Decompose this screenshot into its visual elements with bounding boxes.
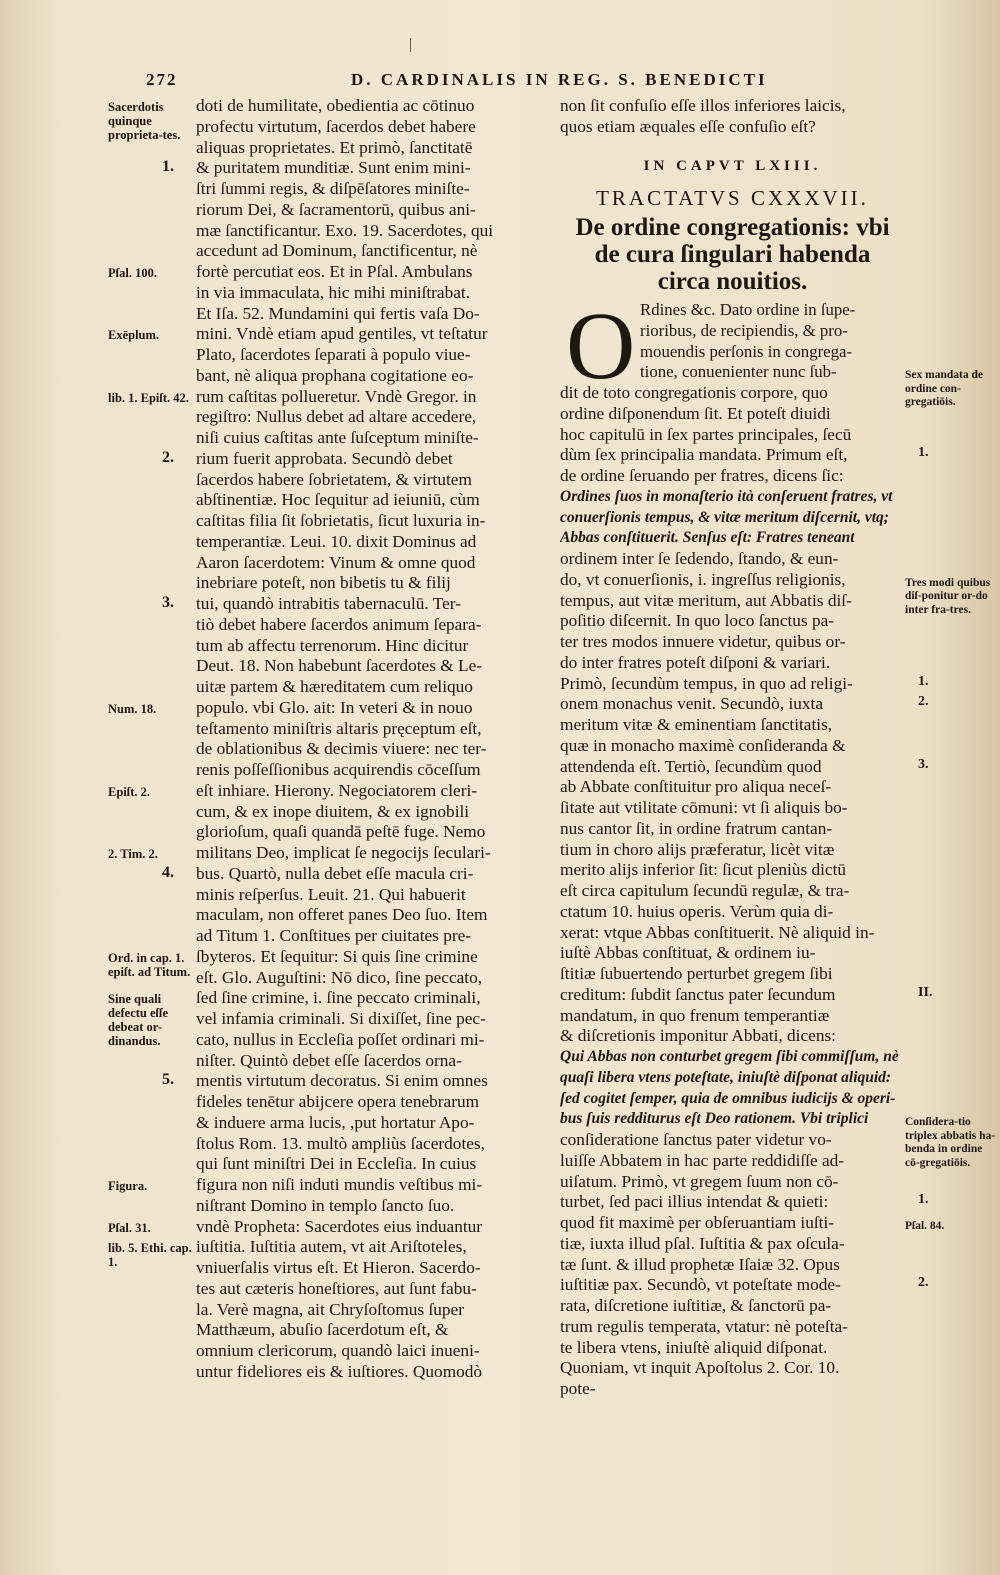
left-column-line: glorioſum, quaſi quandā peſtē fuge. Nemo: [196, 822, 486, 842]
left-margin-note: 2. Tim. 2.: [108, 847, 158, 861]
right-column-line: eſt circa capitulum ſecundū regulæ, & tra-: [560, 881, 850, 900]
left-enumeration-number: 3.: [162, 594, 174, 611]
left-column-line: caſtitas filia ſit ſobrietatis, ſicut luxuria in-: [196, 511, 486, 530]
left-column-line: ſacerdos habere ſobrietatem, & virtutem: [196, 469, 472, 489]
right-column-line: onem monachus venit. Secundò, iuxta: [560, 694, 824, 714]
right-column-line: tempus, aut vitæ meritum, aut Abbatis diſ-: [560, 590, 852, 610]
left-column-line: maculam, non offeret panes Deo ſuo. Item: [196, 905, 488, 925]
right-column-line: conuerſionis tempus, & vitæ meritum diſcernit, vtq;: [560, 508, 889, 526]
right-margin-note: Sex mandata de ordine con-gregatiōis.: [905, 369, 983, 408]
right-column-line: Quoniam, vt inquit Apoſtolus 2. Cor. 10.: [560, 1358, 840, 1378]
right-column-line: rata, diſcretione iuſtitiæ, & ſanctorū pa-: [560, 1296, 832, 1315]
right-column-line: trum regulis temperata, vtatur: nè poteſta-: [560, 1316, 848, 1336]
left-column-line: omnium clericorum, quandò laici inueni-: [196, 1341, 480, 1360]
right-column-line: poſitio diſcernit. In quo loco ſanctus pa-: [560, 611, 835, 631]
right-margin-note: Tres modi quibus diſ-ponitur or-do inter fra-tres.: [905, 576, 991, 616]
left-column-line: fortè percutiat eos. Et in Pſal. Ambulans: [196, 262, 473, 281]
left-column-line: mentis virtutum decoratus. Si enim omnes: [196, 1071, 488, 1091]
left-column-line: Plato, ſacerdotes ſeparati à populo viue-: [196, 345, 471, 364]
right-column-line: turbet, ſed paci illius intendat & quieti:: [560, 1192, 829, 1212]
right-column-line: tiæ, iuxta illud pſal. Iuſtitia & pax oſcula-: [560, 1233, 845, 1253]
right-opening-line: rioribus, de recipiendis, & pro-: [640, 320, 848, 340]
right-enumeration-number: 2.: [918, 1275, 929, 1291]
left-column-line: bant, nè aliqua prophana cogitatione eo-: [196, 365, 474, 385]
left-column-line: renis poſſeſſionibus acquirendis cōceſſum: [196, 760, 481, 779]
right-column-line: creditum: ſubdit ſanctus pater ſecundum: [560, 984, 836, 1004]
running-title: D. CARDINALIS IN REG. S. BENEDICTI: [351, 70, 768, 89]
right-column-top: [560, 96, 905, 138]
right-column-line: Abbas conſtituerit. Senſus eſt: Fratres teneant: [560, 529, 855, 547]
tractatus-heading: TRACTATVS CXXXVII.: [596, 186, 869, 210]
left-column-line: ſtri ſummi regis, & diſpēſatores miniſte-: [196, 179, 470, 198]
right-opening-line: tione, conuenienter nunc ſub-: [640, 362, 837, 382]
left-column-line: accedunt ad Dominum, ſanctificentur, nè: [196, 241, 478, 261]
right-opening-line: mouendis perſonis in congrega-: [640, 341, 853, 361]
left-column-line: cum, & ex inope diuitem, & ex ignobili: [196, 801, 470, 821]
right-column-line: ordine diſponendum ſit. Et poteſt diuidi: [560, 403, 831, 423]
left-column-line: profectu virtutum, ſacerdos debet habere: [196, 116, 476, 136]
left-margin-note: Pſal. 31.: [108, 1220, 151, 1235]
right-column-line: ctatum 10. huius operis. Verùm quia di-: [560, 901, 834, 921]
left-column-line: de oblationibus & decimis viuere: nec ter-: [196, 739, 487, 759]
left-enumeration-number: 5.: [162, 1071, 174, 1089]
right-column-line: xerat: vtque Abbas conſtituerit. Nè aliquid in-: [560, 922, 875, 942]
left-column-line: militans Deo, implicat ſe negocijs ſeculari-: [196, 843, 491, 862]
left-margin-note: Epiſt. 2.: [108, 784, 151, 799]
left-column-line: tiò debet habere ſacerdos animum ſepara-: [196, 614, 482, 634]
right-column-line: Qui Abbas non conturbet gregem ſibi commiſſum, nè: [560, 1048, 899, 1065]
right-column-line: dùm ſex principalia mandata. Primum eſt,: [560, 445, 848, 465]
right-column-line: do inter fratres poteſt diſponi & variari.: [560, 652, 831, 672]
right-column-line: te libera vtens, iniuſtè aliquid diſponat.: [560, 1337, 828, 1357]
left-column-line: in via immaculata, hic mihi miniſtrabat.: [196, 282, 471, 302]
left-column-line: abſtinentiæ. Hoc ſequitur ad ieiuniū, cùm: [196, 490, 480, 510]
right-column-line: quod fit maximè per obſeruantiam iuſti-: [560, 1213, 835, 1232]
left-column-line: mini. Vndè etiam apud gentiles, vt teſtatur: [196, 324, 488, 344]
page-header: [146, 70, 996, 96]
right-top-line: quos etiam æquales eſſe confuſio eſt?: [560, 116, 816, 136]
right-column-line: ter tres modos innuere videtur, quibus or-: [560, 632, 846, 651]
left-column-line: ſed ſine crimine, i. ſine peccato criminali,: [196, 988, 481, 1008]
left-margin-note: lib. 1. Epiſt. 42.: [108, 390, 189, 405]
left-column-line: riorum Dei, & ſacramentorū, quibus ani-: [196, 199, 476, 219]
right-column-line: bus ſuis redditurus eſt Deo rationem. Vbi triplici: [560, 1110, 869, 1128]
left-column-line: Deut. 18. Non habebunt ſacerdotes & Le-: [196, 656, 483, 676]
left-enumeration-number: 2.: [162, 448, 174, 466]
left-column-line: fideles tenētur abijcere opera tenebrarum: [196, 1092, 480, 1111]
left-margin-note: Sacerdotis quinque proprieta-tes.: [108, 100, 181, 142]
chapter-title-line: De ordine congregationis: vbi: [575, 214, 890, 241]
left-column-line: untur fideliores eis & iuſtiores. Quomodò: [196, 1361, 483, 1381]
left-column-line: la. Verè magna, ait Chryſoſtomus ſuper: [196, 1299, 464, 1319]
right-margin-note: Conſidera-tio triplex abbatis ha-benda in ordine cō-gregatiōis.: [905, 1116, 996, 1169]
right-column-line: ſed cogitet ſemper, quia de omnibus iudicijs & operi-: [560, 1089, 896, 1107]
left-column-line: teſtamento miniſtris altaris pręceptum eſt,: [196, 718, 482, 738]
right-column-line: dit de toto congregationis corpore, quo: [560, 383, 828, 402]
right-column-line: nus cantor ſit, in ordine fratrum cantan-: [560, 818, 833, 838]
right-column-line: Ordines ſuos in monaſterio ità conſeruent fratres, vt: [560, 487, 893, 505]
left-margin-note: Pſal. 100.: [108, 266, 157, 280]
right-margin-note: Pſal. 84.: [905, 1219, 945, 1232]
left-margin-note: lib. 5. Ethi. cap. 1.: [108, 1241, 192, 1270]
right-column-line: pote-: [560, 1379, 596, 1398]
left-column-line: eſt. Glo. Auguſtini: Nō dico, ſine peccato,: [196, 967, 483, 987]
left-column-line: tum ab affectu terrenorum. Hinc dicitur: [196, 635, 469, 655]
left-column-line: temperantiæ. Leui. 10. dixit Dominus ad: [196, 531, 477, 551]
left-column-line: minis reſperſus. Leuit. 21. Qui habuerit: [196, 884, 466, 904]
right-column-line: ab Abbate conſtituitur pro aliqua neceſ-: [560, 777, 832, 797]
left-column-line: tui, quandò intrabitis tabernaculū. Ter-: [196, 594, 461, 613]
left-column-line: eſt inhiare. Hierony. Negociatorem cleri-: [196, 780, 478, 800]
left-margin-note: Exēplum.: [108, 328, 160, 343]
right-top-line: non ſit confuſio eſſe illos inferiores laicis,: [560, 96, 846, 115]
right-column-line: luiſſe Abbatem in hac parte reddidiſſe ad-: [560, 1150, 845, 1170]
right-opening-line: Rdines &c. Dato ordine in ſupe-: [640, 300, 856, 319]
right-column-line: quæ in monacho maximè conſideranda &: [560, 735, 846, 755]
right-column-line: ſtitiæ ſubuertendo perturbet gregem ſibi: [560, 964, 833, 983]
left-column-line: ſtolus Rom. 13. multò ampliùs ſacerdotes,: [196, 1133, 485, 1153]
left-column-line: aliquas proprietates. Et primò, ſanctitatē: [196, 137, 473, 157]
left-column-line: Matthæum, abuſio ſacerdotum eſt, &: [196, 1320, 449, 1340]
left-column-line: ſbyteros. Et ſequitur: Si quis ſine crimine: [196, 946, 478, 966]
left-column-line: & induere arma lucis, ,put hortatur Apo-: [196, 1112, 475, 1132]
right-column-line: merito alijs inferior ſit: ſicut pleniùs dictū: [560, 860, 847, 880]
left-column-line: iuſtitia. Iuſtitia autem, vt ait Ariſtoteles,: [196, 1237, 467, 1257]
right-column-line: uiſatum. Primò, vt gregem ſuum non cō-: [560, 1171, 839, 1191]
left-column-line: rum caſtitas pollueretur. Vndè Gregor. in: [196, 386, 477, 406]
right-column-line: de ordine ſeruando per fratres, dicens ſic:: [560, 466, 844, 485]
left-enumeration-number: 1.: [162, 158, 174, 176]
right-enumeration-number: 1.: [918, 673, 929, 689]
right-column-line: mandatum, in quo frenum temperantiæ: [560, 1005, 830, 1025]
left-column: [196, 96, 550, 1416]
left-column-line: doti de humilitate, obedientia ac cōtinuo: [196, 96, 475, 115]
left-column-line: niſter. Quintò debet eſſe ſacerdos orna-: [196, 1050, 462, 1070]
left-column-line: niſtrant Domino in templo ſancto ſuo.: [196, 1195, 455, 1215]
left-column-line: vel infamia criminali. Si dixiſſet, ſine pec-: [196, 1009, 486, 1028]
left-margin-note: Figura.: [108, 1179, 148, 1193]
left-column-line: regiſtro: Nullus debet ad altare accedere,: [196, 407, 477, 427]
left-column-line: qui ſunt miniſtri Dei in Eccleſia. In cuius: [196, 1154, 477, 1174]
left-column-line: figura non niſi induti mundis veſtibus mi-: [196, 1175, 483, 1194]
right-column-line: ſitate aut vtilitate cōmuni: vt ſi aliquis bo-: [560, 798, 848, 817]
right-enumeration-number: 1.: [918, 445, 929, 461]
left-margin-note: Num. 18.: [108, 701, 157, 716]
right-column-line: tæ ſunt. & illud prophetæ Iſaiæ 32. Opus: [560, 1254, 840, 1274]
left-column-line: inebriare poteſt, non bibetis tu & filij: [196, 573, 451, 593]
left-column-line: tes aut cæteris honeſtiores, aut ſunt fabu-: [196, 1278, 477, 1298]
right-column-opening: [640, 300, 905, 383]
right-column-line: & diſcretionis imponitur Abbati, dicens:: [560, 1026, 836, 1046]
chapter-title-line: circa nouitios.: [657, 268, 808, 295]
right-column-line: meritum vitæ & eminentiam ſanctitatis,: [560, 715, 833, 734]
drop-cap-initial: O: [566, 292, 636, 399]
right-column-line: tium in choro alijs præferatur, licèt vitæ: [560, 839, 835, 859]
left-enumeration-number: 4.: [162, 863, 174, 881]
right-column-line: iuſtè Abbas conſtituat, & ordinem iu-: [560, 943, 816, 963]
right-column-line: attendenda eſt. Tertiò, ſecundùm quod: [560, 756, 822, 776]
left-column-line: mæ ſanctificantur. Exo. 19. Sacerdotes, qui: [196, 220, 494, 240]
left-column-line: rium fuerit approbata. Secundò debet: [196, 448, 453, 468]
left-column-line: vndè Propheta: Sacerdotes eius induantur: [196, 1216, 483, 1236]
left-column-line: & puritatem munditiæ. Sunt enim mini-: [196, 158, 471, 178]
right-column-line: hoc capitulū in ſex partes principales, ſecū: [560, 424, 852, 444]
page-number: 272: [146, 70, 178, 89]
left-column-line: uitæ partem & hæreditatem cum reliquo: [196, 677, 473, 696]
left-column-line: vniuerſalis virtus eſt. Et Hieron. Sacerdo-: [196, 1258, 481, 1277]
left-column-line: populo. vbi Glo. ait: In veteri & in nouo: [196, 697, 473, 717]
right-column-line: Primò, ſecundùm tempus, in quo ad religi-: [560, 673, 853, 693]
right-column-line: quaſi libera vtens poteſtate, iniuſtè diſponat aliquid:: [560, 1068, 892, 1086]
chapter-caput: IN CAPVT LXIII.: [643, 158, 822, 174]
gutter-mark: [410, 38, 411, 52]
right-column: [560, 383, 905, 1400]
left-margin-note: Ord. in cap. 1. epiſt. ad Titum.: [108, 950, 191, 979]
left-column-line: bus. Quartò, nulla debet eſſe macula cri-: [196, 863, 474, 883]
left-margin-note: Sine quali defectu eſſe debeat or-dinandus.: [108, 992, 169, 1049]
left-column-line: cato, nullus in Eccleſia poſſet ordinari mi-: [196, 1029, 485, 1049]
chapter-title-line: de cura ſingulari habenda: [594, 241, 871, 268]
right-column-line: do, vt conuerſionis, i. ingreſſus religionis,: [560, 569, 846, 589]
right-enumeration-number: II.: [918, 984, 933, 1000]
chapter-title: [560, 214, 905, 295]
left-column-line: Et Iſa. 52. Mundamini qui fertis vaſa Do-: [196, 303, 480, 323]
right-enumeration-number: 1.: [918, 1192, 929, 1208]
left-column-line: ad Titum 1. Conſtitues per ciuitates pre-: [196, 926, 472, 945]
right-column-line: ordinem inter ſe ſedendo, ſtando, & eun-: [560, 549, 839, 568]
right-column-line: conſideratione ſanctus pater videtur vo-: [560, 1130, 832, 1149]
left-column-line: Aaron ſacerdotem: Vinum & omne quod: [196, 552, 476, 572]
right-column-line: iuſtitiæ pax. Secundò, vt poteſtate mode-: [560, 1275, 841, 1295]
right-enumeration-number: 3.: [918, 756, 929, 772]
right-enumeration-number: 2.: [918, 694, 929, 710]
left-column-line: niſi cuius caſtitas ante ſuſceptum miniſte-: [196, 428, 479, 447]
